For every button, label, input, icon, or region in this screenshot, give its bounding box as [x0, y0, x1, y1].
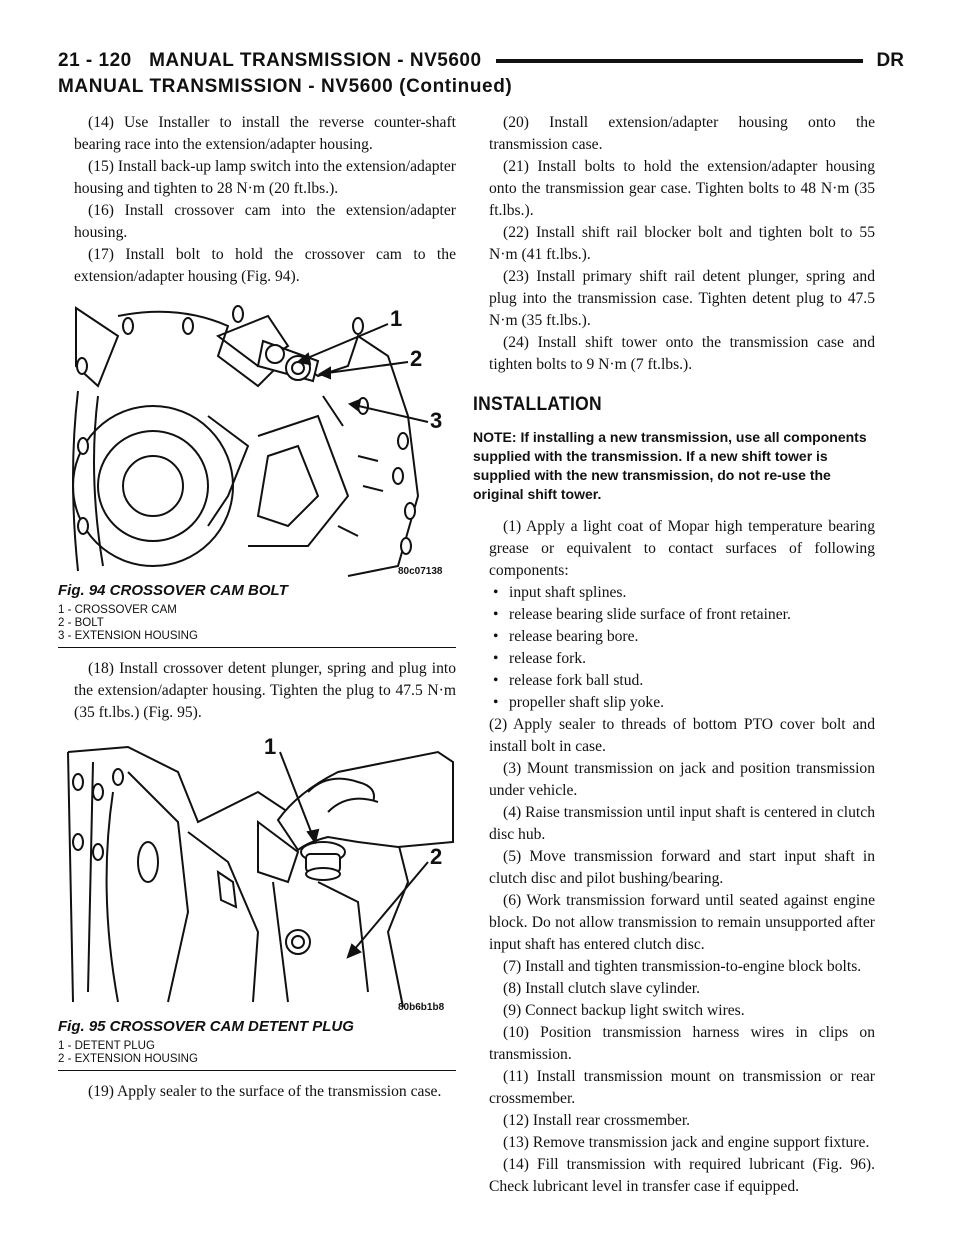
legend-item: 1 - DETENT PLUG [58, 1040, 155, 1052]
figure-95-caption: Fig. 95 CROSSOVER CAM DETENT PLUG [58, 1018, 354, 1035]
install-step-9: (9) Connect backup light switch wires. [503, 1002, 745, 1019]
step-22: (22) Install shift rail blocker bolt and tighten bolt to 55 N·m (41 ft.lbs.). [489, 224, 875, 263]
callout-3: 3 [430, 408, 443, 433]
header-rule [496, 59, 863, 63]
installation-note: NOTE: If installing a new transmission, use all components supplied with the transmission. If a new shift tower is supplied with the new transmission, do not re-use the original shift tower. [473, 429, 867, 502]
image-code: 80b6b1b8 [398, 1002, 445, 1013]
list-item: • release fork ball stud. [493, 670, 875, 692]
install-step-4: (4) Raise transmission until input shaft is centered in clutch disc hub. [489, 804, 875, 843]
step-15: (15) Install back-up lamp switch into the extension/adapter housing and tighten to 28 N·m (20 ft.lbs.). [74, 158, 456, 197]
legend-item: 2 - EXTENSION HOUSING [58, 1053, 198, 1065]
figure-95-illustration [58, 732, 456, 1014]
install-step-13: (13) Remove transmission jack and engine support fixture. [503, 1134, 870, 1151]
step-18: (18) Install crossover detent plunger, spring and plug into the extension/adapter housing. Tighten the plug to 47.5 N·m (35 ft.lbs.) (Fig. 95). [74, 660, 456, 721]
step-23: (23) Install primary shift rail detent plunger, spring and plug into the transmission case. Tighten detent plug to 47.5 N·m (35 ft.lbs.). [489, 268, 875, 329]
figure-94-caption: Fig. 94 CROSSOVER CAM BOLT [58, 582, 288, 599]
figure-95-legend [58, 1040, 456, 1066]
list-item: • release bearing slide surface of front retainer. [493, 604, 875, 626]
callout-2: 2 [410, 346, 423, 371]
component-list [493, 582, 875, 714]
figure-divider [58, 1070, 456, 1071]
legend-item: 2 - BOLT [58, 617, 104, 629]
install-step-12: (12) Install rear crossmember. [503, 1112, 691, 1129]
step-14: (14) Use Installer to install the reverse counter-shaft bearing race into the extension/adapter housing. [74, 114, 456, 153]
page-number-title [58, 50, 482, 72]
legend-item: 1 - CROSSOVER CAM [58, 604, 177, 616]
list-item: • release fork. [493, 648, 875, 670]
step-17: (17) Install bolt to hold the crossover cam to the extension/adapter housing (Fig. 94). [74, 246, 456, 285]
image-code: 80c07138 [398, 566, 443, 577]
step-16: (16) Install crossover cam into the extension/adapter housing. [74, 202, 456, 241]
page-header [58, 48, 904, 74]
figure-divider [58, 647, 456, 648]
installation-heading: INSTALLATION [473, 394, 602, 415]
list-item: • input shaft splines. [493, 582, 875, 604]
left-column [58, 112, 456, 1103]
legend-item: 3 - EXTENSION HOUSING [58, 630, 198, 642]
install-step-2: (2) Apply sealer to threads of bottom PTO cover bolt and install bolt in case. [489, 716, 875, 755]
install-step-7: (7) Install and tighten transmission-to-engine block bolts. [503, 958, 862, 975]
vehicle-code: DR [876, 50, 904, 71]
install-step-11: (11) Install transmission mount on transmission or rear crossmember. [489, 1068, 875, 1107]
continued-title: MANUAL TRANSMISSION - NV5600 (Continued) [58, 76, 513, 97]
step-21: (21) Install bolts to hold the extension/adapter housing onto the transmission gear case. Tighten bolts to 48 N·m (35 ft.lbs.). [489, 158, 875, 219]
figure-94-legend [58, 604, 456, 643]
figure-94 [58, 296, 456, 648]
callout-1: 1 [390, 306, 403, 331]
step-24: (24) Install shift tower onto the transmission case and tighten bolts to 9 N·m (7 ft.lbs.). [489, 334, 875, 373]
install-step-6: (6) Work transmission forward until seated against engine block. Do not allow transmission to remain unsupported after input shaft has entered clutch disc. [489, 892, 875, 953]
step-19: (19) Apply sealer to the surface of the transmission case. [88, 1083, 442, 1100]
install-step-3: (3) Mount transmission on jack and position transmission under vehicle. [489, 760, 875, 799]
figure-95 [58, 732, 456, 1071]
install-step-14: (14) Fill transmission with required lubricant (Fig. 96). Check lubricant level in transfer case if equipped. [489, 1156, 875, 1195]
install-step-8: (8) Install clutch slave cylinder. [503, 980, 701, 997]
install-step-10: (10) Position transmission harness wires in clips on transmission. [489, 1024, 875, 1063]
right-column [473, 112, 875, 1198]
section-title: MANUAL TRANSMISSION - NV5600 [149, 50, 482, 71]
list-item: • release bearing bore. [493, 626, 875, 648]
figure-94-illustration [58, 296, 456, 578]
list-item: • propeller shaft slip yoke. [493, 692, 875, 714]
step-20: (20) Install extension/adapter housing onto the transmission case. [489, 114, 875, 153]
install-step-5: (5) Move transmission forward and start input shaft in clutch disc and pilot bushing/bearing. [489, 848, 875, 887]
install-step-1: (1) Apply a light coat of Mopar high temperature bearing grease or equivalent to contact surfaces of following components: [489, 518, 875, 579]
callout-1: 1 [264, 734, 277, 759]
page-number: 21 - 120 [58, 50, 132, 71]
callout-2: 2 [430, 844, 443, 869]
